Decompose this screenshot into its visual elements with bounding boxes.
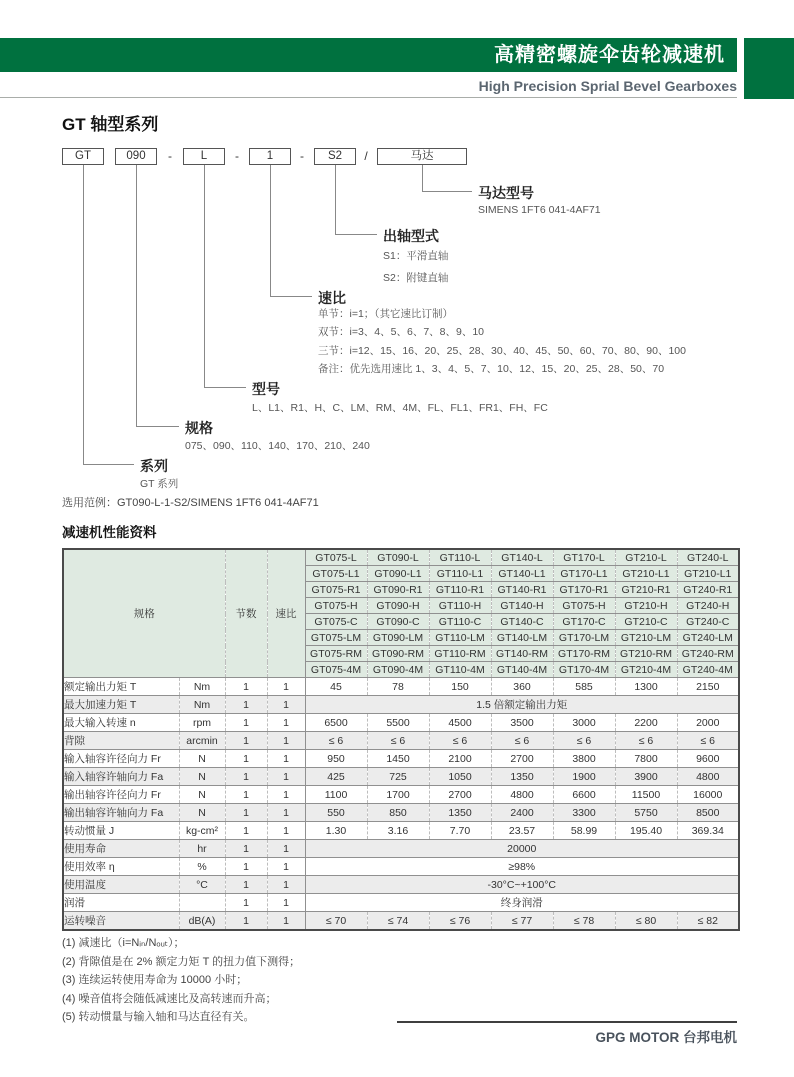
spec-stages: 1	[225, 876, 267, 894]
model-cell: GT110-R1	[429, 582, 491, 598]
spec-value: 2150	[677, 678, 739, 696]
spec-ratio: 1	[267, 822, 305, 840]
spec-row	[63, 786, 739, 804]
spec-unit: N	[179, 750, 225, 768]
spec-value: 2700	[491, 750, 553, 768]
model-code-box-type: L	[183, 148, 225, 165]
spec-stages: 1	[225, 768, 267, 786]
spec-value: ≤ 6	[429, 732, 491, 750]
spec-value: 2100	[429, 750, 491, 768]
model-cell: GT075-H	[305, 598, 367, 614]
branch-line: 单节：i=1；（其它速比订制）	[318, 308, 454, 320]
model-cell: GT110-L1	[429, 566, 491, 582]
spec-value: ≤ 82	[677, 912, 739, 931]
spec-label: 最大加速力矩 T	[63, 696, 179, 714]
model-cell: GT170-LM	[553, 630, 615, 646]
spec-value: 6500	[305, 714, 367, 732]
spec-value: 2700	[429, 786, 491, 804]
spec-value: 195.40	[615, 822, 677, 840]
model-cell: GT210-L	[615, 549, 677, 566]
model-code-box-shaft: S2	[314, 148, 356, 165]
spec-stages: 1	[225, 894, 267, 912]
model-cell: GT075-H	[553, 598, 615, 614]
branch-line: S1：平滑直轴	[383, 250, 449, 262]
spec-label: 额定输出力矩 T	[63, 678, 179, 696]
spec-value: 9600	[677, 750, 739, 768]
spec-stages: 1	[225, 678, 267, 696]
model-cell: GT140-C	[491, 614, 553, 630]
model-cell: GT110-H	[429, 598, 491, 614]
connector-line	[136, 165, 137, 426]
spec-ratio: 1	[267, 876, 305, 894]
spec-value: ≤ 77	[491, 912, 553, 931]
model-code-box-series: GT	[62, 148, 104, 165]
model-cell: GT075-RM	[305, 646, 367, 662]
spec-value: 4500	[429, 714, 491, 732]
model-cell: GT170-C	[553, 614, 615, 630]
spec-table	[62, 548, 740, 931]
spec-ratio: 1	[267, 840, 305, 858]
model-cell: GT090-C	[367, 614, 429, 630]
connector-line	[204, 387, 246, 388]
branch-line: S2：附键直轴	[383, 272, 449, 284]
spec-label: 转动惯量 J	[63, 822, 179, 840]
connector-line	[270, 296, 312, 297]
model-cell: GT140-RM	[491, 646, 553, 662]
spec-span-value: ≥98%	[305, 858, 739, 876]
spec-label: 输出轴容许径向力 Fr	[63, 786, 179, 804]
model-cell: GT090-H	[367, 598, 429, 614]
spec-value: 5750	[615, 804, 677, 822]
spec-value: 550	[305, 804, 367, 822]
spec-value: ≤ 6	[615, 732, 677, 750]
spec-label: 润滑	[63, 894, 179, 912]
spec-value: ≤ 70	[305, 912, 367, 931]
spec-unit: hr	[179, 840, 225, 858]
spec-value: 78	[367, 678, 429, 696]
model-cell: GT140-H	[491, 598, 553, 614]
section-title: GT 轴型系列	[62, 115, 159, 134]
spec-value: 2000	[677, 714, 739, 732]
model-cell: GT110-LM	[429, 630, 491, 646]
spec-value: ≤ 6	[491, 732, 553, 750]
model-cell: GT075-L	[305, 549, 367, 566]
model-code-separator: -	[168, 149, 172, 163]
stages-header: 节数	[225, 549, 267, 678]
footnote: (4) 噪音值将会随低减速比及高转速而升高；	[62, 992, 277, 1005]
model-cell: GT210-L1	[677, 566, 739, 582]
spec-value: 6600	[553, 786, 615, 804]
spec-row	[63, 714, 739, 732]
spec-value: 8500	[677, 804, 739, 822]
connector-line	[270, 165, 271, 296]
connector-line	[422, 165, 423, 191]
spec-label: 输入轴容许轴向力 Fa	[63, 768, 179, 786]
model-cell: GT240-R1	[677, 582, 739, 598]
connector-line	[422, 191, 472, 192]
spec-unit: °C	[179, 876, 225, 894]
spec-value: 1350	[491, 768, 553, 786]
spec-ratio: 1	[267, 804, 305, 822]
spec-value: 950	[305, 750, 367, 768]
spec-label: 背隙	[63, 732, 179, 750]
model-cell: GT240-C	[677, 614, 739, 630]
spec-ratio: 1	[267, 894, 305, 912]
spec-label: 使用寿命	[63, 840, 179, 858]
model-cell: GT210-H	[615, 598, 677, 614]
spec-value: 2400	[491, 804, 553, 822]
spec-label: 使用效率 η	[63, 858, 179, 876]
spec-row	[63, 894, 739, 912]
branch-line: SIMENS 1FT6 041-4AF71	[478, 204, 601, 216]
spec-unit: Nm	[179, 696, 225, 714]
model-cell: GT075-R1	[305, 582, 367, 598]
spec-ratio: 1	[267, 912, 305, 931]
branch-title-type: 型号	[252, 381, 280, 397]
spec-value: ≤ 6	[305, 732, 367, 750]
spec-unit: N	[179, 768, 225, 786]
model-cell: GT110-4M	[429, 662, 491, 678]
spec-label: 输入轴容许径向力 Fr	[63, 750, 179, 768]
connector-line	[335, 234, 377, 235]
branch-title-series: 系列	[140, 458, 168, 474]
spec-value: 45	[305, 678, 367, 696]
model-cell: GT210-L1	[615, 566, 677, 582]
spec-unit: Nm	[179, 678, 225, 696]
model-code-separator: -	[300, 149, 304, 163]
header-title-en: High Precision Sprial Bevel Gearboxes	[478, 78, 737, 94]
spec-value: ≤ 80	[615, 912, 677, 931]
spec-span-value: 1.5 倍额定输出力矩	[305, 696, 739, 714]
spec-value: ≤ 6	[553, 732, 615, 750]
model-header-row	[63, 549, 739, 566]
spec-value: ≤ 74	[367, 912, 429, 931]
spec-label: 输出轴容许轴向力 Fa	[63, 804, 179, 822]
spec-row	[63, 732, 739, 750]
spec-stages: 1	[225, 750, 267, 768]
spec-row	[63, 750, 739, 768]
spec-stages: 1	[225, 822, 267, 840]
model-cell: GT240-H	[677, 598, 739, 614]
footnotes	[62, 934, 300, 1027]
model-cell: GT140-L	[491, 549, 553, 566]
spec-value: 1900	[553, 768, 615, 786]
connector-line	[335, 165, 336, 234]
spec-unit: kg-cm²	[179, 822, 225, 840]
spec-value: 369.34	[677, 822, 739, 840]
model-cell: GT210-LM	[615, 630, 677, 646]
spec-value: 11500	[615, 786, 677, 804]
spec-label: 使用温度	[63, 876, 179, 894]
model-cell: GT170-4M	[553, 662, 615, 678]
model-cell: GT090-LM	[367, 630, 429, 646]
model-cell: GT090-L	[367, 549, 429, 566]
spec-span-value: 终身润滑	[305, 894, 739, 912]
model-cell: GT090-4M	[367, 662, 429, 678]
spec-row	[63, 876, 739, 894]
model-cell: GT140-LM	[491, 630, 553, 646]
spec-value: 23.57	[491, 822, 553, 840]
spec-stages: 1	[225, 786, 267, 804]
header-green-square	[744, 38, 794, 99]
model-cell: GT210-R1	[615, 582, 677, 598]
spec-value: 3500	[491, 714, 553, 732]
branch-title-shaft-type: 出轴型式	[383, 228, 439, 244]
spec-ratio: 1	[267, 786, 305, 804]
model-code-box-motor: 马达	[377, 148, 467, 165]
spec-stages: 1	[225, 732, 267, 750]
model-cell: GT110-RM	[429, 646, 491, 662]
spec-ratio: 1	[267, 696, 305, 714]
model-code-box-ratio: 1	[249, 148, 291, 165]
model-cell: GT140-R1	[491, 582, 553, 598]
spec-unit: rpm	[179, 714, 225, 732]
model-cell: GT075-4M	[305, 662, 367, 678]
spec-value: 850	[367, 804, 429, 822]
branch-title-motor-model: 马达型号	[478, 185, 534, 201]
branch-line: GT 系列	[140, 478, 179, 490]
spec-unit	[179, 894, 225, 912]
spec-stages: 1	[225, 696, 267, 714]
spec-value: 1450	[367, 750, 429, 768]
spec-value: 360	[491, 678, 553, 696]
spec-header: 规格	[63, 549, 225, 678]
connector-line	[83, 165, 84, 464]
spec-value: ≤ 78	[553, 912, 615, 931]
branch-line: 备注：优先选用速比 1、3、4、5、7、10、12、15、20、25、28、50、70	[318, 363, 665, 375]
connector-line	[204, 165, 205, 387]
spec-ratio: 1	[267, 750, 305, 768]
spec-label: 运转噪音	[63, 912, 179, 931]
spec-value: ≤ 6	[677, 732, 739, 750]
spec-value: ≤ 6	[367, 732, 429, 750]
model-cell: GT075-LM	[305, 630, 367, 646]
spec-unit: arcmin	[179, 732, 225, 750]
spec-value: 1100	[305, 786, 367, 804]
model-cell: GT240-L	[677, 549, 739, 566]
model-cell: GT110-C	[429, 614, 491, 630]
spec-stages: 1	[225, 858, 267, 876]
model-cell: GT140-4M	[491, 662, 553, 678]
model-cell: GT075-L1	[305, 566, 367, 582]
spec-stages: 1	[225, 714, 267, 732]
spec-value: 7800	[615, 750, 677, 768]
spec-ratio: 1	[267, 714, 305, 732]
spec-row	[63, 840, 739, 858]
model-cell: GT140-L1	[491, 566, 553, 582]
spec-unit: N	[179, 786, 225, 804]
model-cell: GT170-RM	[553, 646, 615, 662]
spec-row	[63, 696, 739, 714]
spec-ratio: 1	[267, 768, 305, 786]
spec-stages: 1	[225, 912, 267, 931]
header-divider	[0, 97, 737, 98]
branch-line: 三节：i=12、15、16、20、25、28、30、40、45、50、60、70、80、90、100	[318, 345, 686, 357]
model-cell: GT090-RM	[367, 646, 429, 662]
spec-value: ≤ 76	[429, 912, 491, 931]
branch-line: 双节：i=3、4、5、6、7、8、9、10	[318, 326, 485, 338]
footnote: (3) 连续运转使用寿命为 10000 小时；	[62, 974, 248, 986]
branch-line: L、L1、R1、H、C、LM、RM、4M、FL、FL1、FR1、FH、FC	[252, 402, 548, 414]
model-cell: GT240-4M	[677, 662, 739, 678]
spec-value: 58.99	[553, 822, 615, 840]
footnote: (2) 背隙值是在 2% 额定力矩 T 的扭力值下测得；	[62, 955, 301, 968]
spec-value: 3900	[615, 768, 677, 786]
footnote: (5) 转动惯量与输入轴和马达直径有关。	[62, 1011, 255, 1023]
connector-line	[83, 464, 134, 465]
model-cell: GT170-R1	[553, 582, 615, 598]
spec-value: 3.16	[367, 822, 429, 840]
model-cell: GT170-L	[553, 549, 615, 566]
branch-line: 075、090、110、140、170、210、240	[185, 440, 370, 452]
model-cell: GT210-RM	[615, 646, 677, 662]
spec-row	[63, 768, 739, 786]
model-cell: GT090-R1	[367, 582, 429, 598]
spec-unit: dB(A)	[179, 912, 225, 931]
spec-row	[63, 912, 739, 931]
spec-value: 5500	[367, 714, 429, 732]
model-cell: GT210-C	[615, 614, 677, 630]
spec-stages: 1	[225, 840, 267, 858]
spec-value: 1350	[429, 804, 491, 822]
model-code-separator: /	[364, 149, 368, 163]
spec-value: 2200	[615, 714, 677, 732]
spec-span-value: -30°C~+100°C	[305, 876, 739, 894]
spec-row	[63, 804, 739, 822]
spec-value: 16000	[677, 786, 739, 804]
header-bar	[0, 38, 737, 72]
footer-divider	[397, 1021, 737, 1023]
spec-table-title: 减速机性能资料	[62, 525, 157, 540]
ratio-header: 速比	[267, 549, 305, 678]
spec-unit: %	[179, 858, 225, 876]
spec-label: 最大输入转速 n	[63, 714, 179, 732]
spec-value: 1300	[615, 678, 677, 696]
model-code-box-size: 090	[115, 148, 157, 165]
spec-value: 3800	[553, 750, 615, 768]
spec-ratio: 1	[267, 732, 305, 750]
spec-row	[63, 822, 739, 840]
model-cell: GT240-LM	[677, 630, 739, 646]
spec-row	[63, 678, 739, 696]
spec-value: 725	[367, 768, 429, 786]
spec-unit: N	[179, 804, 225, 822]
spec-value: 4800	[677, 768, 739, 786]
model-code-separator: -	[235, 149, 239, 163]
footer-brand: GPG MOTOR 台邦电机	[595, 1030, 737, 1045]
model-cell: GT075-C	[305, 614, 367, 630]
spec-row	[63, 858, 739, 876]
model-cell: GT090-L1	[367, 566, 429, 582]
connector-line	[136, 426, 179, 427]
selection-example: 选用范例：GT090-L-1-S2/SIMENS 1FT6 041-4AF71	[62, 497, 319, 509]
spec-value: 4800	[491, 786, 553, 804]
header-title-cn: 高精密螺旋伞齿轮减速机	[494, 44, 725, 66]
footnote: (1) 减速比（i=Nᵢₙ/Nₒᵤₜ）；	[62, 937, 185, 949]
model-cell: GT240-RM	[677, 646, 739, 662]
spec-value: 1700	[367, 786, 429, 804]
spec-ratio: 1	[267, 678, 305, 696]
spec-value: 3300	[553, 804, 615, 822]
spec-value: 425	[305, 768, 367, 786]
spec-value: 3000	[553, 714, 615, 732]
model-cell: GT170-L1	[553, 566, 615, 582]
model-cell: GT210-4M	[615, 662, 677, 678]
spec-value: 585	[553, 678, 615, 696]
spec-value: 150	[429, 678, 491, 696]
spec-value: 7.70	[429, 822, 491, 840]
branch-title-size: 规格	[185, 420, 213, 436]
spec-value: 1050	[429, 768, 491, 786]
spec-ratio: 1	[267, 858, 305, 876]
spec-span-value: 20000	[305, 840, 739, 858]
branch-title-ratio: 速比	[318, 290, 346, 306]
model-cell: GT110-L	[429, 549, 491, 566]
spec-value: 1.30	[305, 822, 367, 840]
spec-table-body	[63, 549, 739, 930]
spec-stages: 1	[225, 804, 267, 822]
